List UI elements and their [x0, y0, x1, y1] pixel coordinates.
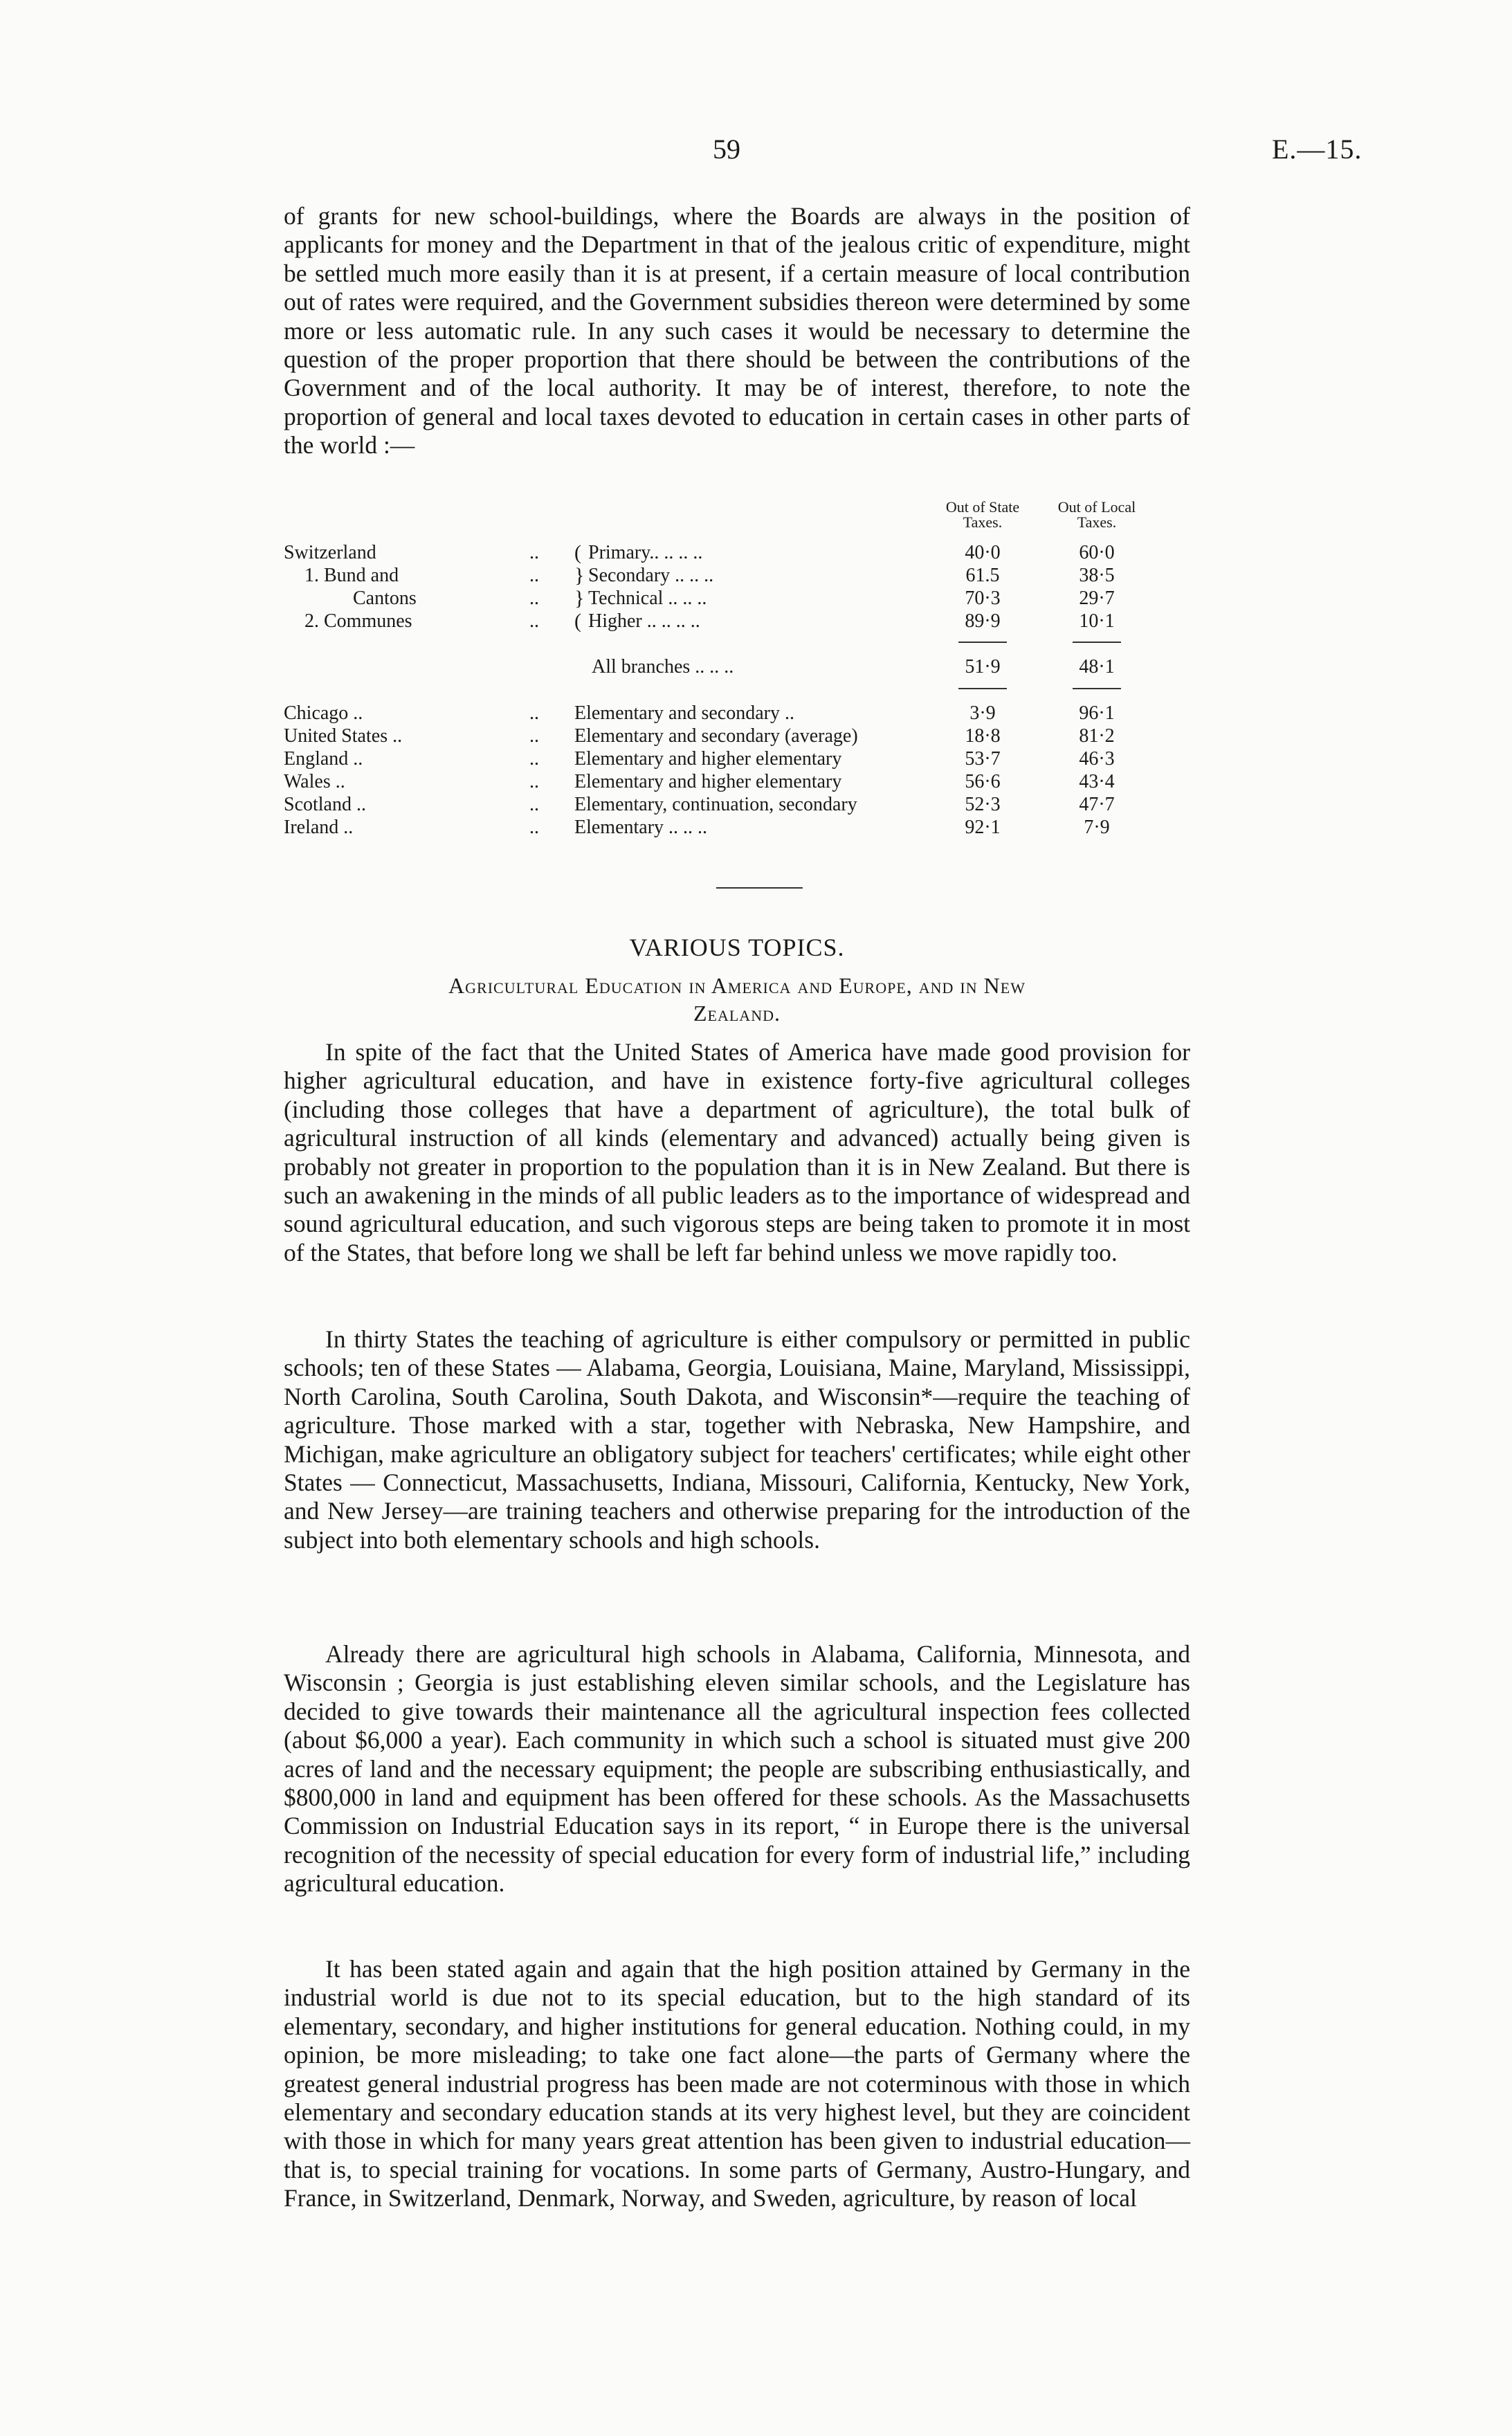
- body-paragraph: In spite of the fact that the United States of America have made good provision for higher agricultural education, and have in existence forty-five agricultural colleges (including those colleges that have a department of agriculture), the total bulk of agricultural instruction of all kinds (elementary and advanced) actually being given is probably not greater in proportion to the population than it is in New Zealand. But there is such an awakening in the minds of all public leaders as to the importance of widespread and sound agricultural education, and such vigorous steps are being taken to promote it in most of the States, that before long we shall be left far behind unless we move rapidly too.: [284, 1038, 1190, 1266]
- table-rule: [958, 642, 1007, 643]
- page-number: 59: [713, 134, 740, 165]
- body-paragraph: In thirty States the teaching of agriculture is either compulsory or permitted in public schools; ten of these States — Alabama, Georgia, Louisiana, Maine, Maryland, Mississippi, North Carolina, South Carolina, South Dakota, and Wisconsin*—require the teaching of agriculture. Those marked with a star, together with Nebraska, New Hampshire, and Michigan, make agriculture an obligatory subject for teachers' certificates; while eight other States — Connecticut, Massachusetts, Indiana, Missouri, California, Kentucky, New York, and New Jersey—are training teachers and otherwise preparing for the introduction of the subject into both elementary schools and high schools.: [284, 1325, 1190, 1554]
- body-paragraph: Already there are agricultural high schools in Alabama, California, Minnesota, and Wisconsin ; Georgia is just establishing eleven similar schools, and the Legislature has decided to give towards their maintenance all the agricultural inspection fees collected (about $6,000 a year). Each community in which such a school is situated must give 200 acres of land and the necessary equipment; the people are subscribing enthusiastically, and $800,000 in land and equipment has been offered for these schools. As the Massachusetts Commission on Industrial Education says in its report, “ in Europe there is the universal recognition of the necessity of special education for every form of industrial life,” including agricultural education.: [284, 1640, 1190, 1898]
- column-header-local-taxes: Out of Local Taxes.: [1057, 498, 1136, 531]
- body-paragraph: It has been stated again and again that the high position attained by Germany in the industrial world is due not to its special education, but to the high standard of its elementary, secondary, and higher institutions for general education. Nothing could, in my opinion, be more misleading; to take one fact alone—the parts of Germany where the greatest general industrial progress has been made are not coterminous with those in which elementary and secondary education stands at its very highest level, but they are coincident with those in which for many years great attention has been given to industrial education—that is, to special training for vocations. In some parts of Germany, Austro-Hungary, and France, in Switzerland, Denmark, Norway, and Sweden, agriculture, by reason of local: [284, 1955, 1190, 2212]
- column-header-state-taxes: Out of State Taxes.: [945, 498, 1020, 531]
- table-rule: [1073, 688, 1121, 689]
- subsection-title: Agricultural Education in America and Europe, and in New Zealand.: [448, 973, 1026, 1026]
- document-reference: E.—15.: [1272, 134, 1363, 165]
- table-rule: [958, 688, 1007, 689]
- table-rule: [1073, 642, 1121, 643]
- intro-paragraph: of grants for new school-buildings, where the Boards are always in the position of applicants for money and the Department in that of the jealous critic of expenditure, might be settled much more easily than it is at present, if a certain measure of local contribution out of rates were required, and the Government subsidies thereon were determined by some more or less automatic rule. In any such cases it would be necessary to determine the question of the proper proportion that there should be between the contributions of the Government and of the local authority. It may be of interest, therefore, to note the proportion of general and local taxes devoted to education in certain cases in other parts of the world :—: [284, 202, 1190, 460]
- section-divider: [716, 887, 803, 889]
- section-title: VARIOUS TOPICS.: [629, 934, 845, 961]
